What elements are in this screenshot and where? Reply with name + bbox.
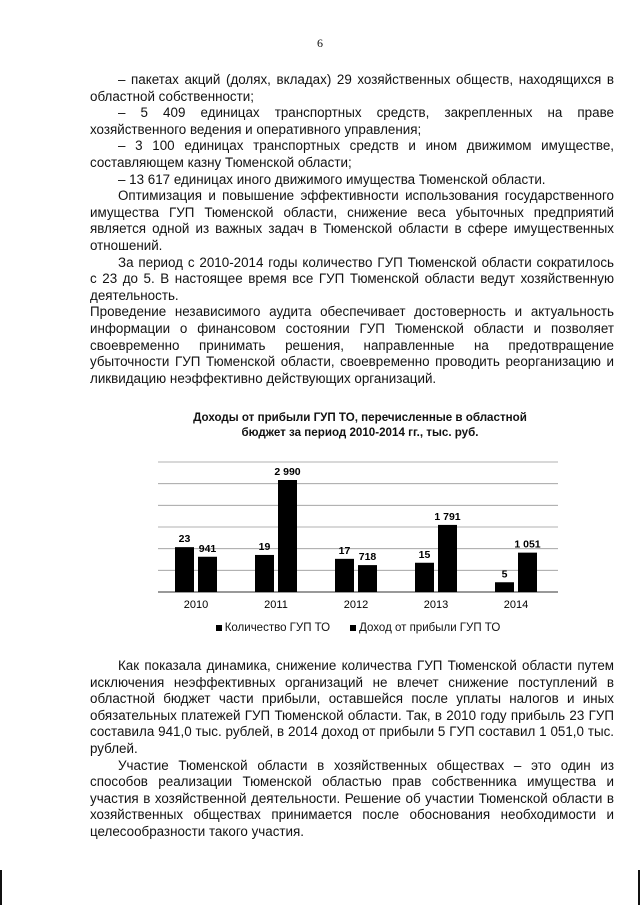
paragraph: Как показала динамика, снижение количества ГУП Тюменской области путем исключения неэффективных организаций не влечет снижение поступлений в областной бюджет части прибыли, оставшейся после уплаты налогов и иных обязательных платежей ГУП Тюменской области. Так, в 2010 году прибыль 23 ГУП составила 941,0 тыс. рублей, в 2014 доход от прибыли 5 ГУП составил 1 051,0 тыс. рублей. [90,658,614,756]
paragraph: – 3 100 единицах транспортных средств и ином движимом имуществе, составляющем казну Тюменской области; [90,138,614,170]
scan-edge-mark [0,870,2,905]
category-label: 2012 [343,599,369,611]
legend-item-count [216,622,330,634]
bar-income [198,557,217,592]
paragraph: – 5 409 единицах транспортных средств, закрепленных на праве хозяйственного ведения и оперативного управления; [90,105,614,137]
bar-count [495,582,514,592]
legend-swatch [350,625,356,631]
data-label-count: 17 [338,544,351,557]
legend-label: Количество ГУП ТО [224,622,331,634]
bar-count [175,547,194,592]
bar-income [438,525,457,592]
text-block-top [90,72,614,387]
text-block-bottom [90,658,614,841]
category-label: 2011 [264,599,288,611]
legend-item-income [350,622,500,634]
paragraph: Проведение независимого аудита обеспечивает достоверность и актуальность информации о финансовом состоянии ГУП Тюменской области и позволяет своевременно принимать решения, направленные на предотвращение убыточности ГУП Тюменской области, своевременно проводить реорганизацию и ликвидацию неэффективно действующих организаций. [90,304,614,386]
bar-chart [148,452,568,622]
data-label-income: 1 791 [434,510,461,523]
paragraph: За период с 2010-2014 годы количество ГУП Тюменской области сократилось с 23 до 5. В настоящее время все ГУП Тюменской области ведут хозяйственную деятельность. [90,254,614,303]
category-label: 2013 [423,599,449,611]
legend-swatch [216,625,222,631]
data-label-income: 1 051 [514,538,541,551]
data-label-count: 15 [418,548,431,561]
paragraph: Оптимизация и повышение эффективности использования государственного имущества ГУП Тюменской области, снижение веса убыточных предприятий является одной из важных задач в Тюменской области в сфере имущественных отношений. [90,188,614,253]
legend-label: Доход от прибыли ГУП ТО [359,622,501,634]
data-label-count: 19 [258,540,271,553]
chart-title: Доходы от прибыли ГУП ТО, перечисленные в областной бюджет за период 2010-2014 гг., тыс. руб. [193,411,527,439]
paragraph: – 13 617 единицах иного движимого имущества Тюменской области. [118,171,546,187]
chart-legend [148,622,568,634]
paragraph: Участие Тюменской области в хозяйственных обществах – это один из способов реализации Тюменской областью прав собственника имущества и участия в хозяйственной деятельности. Решение об участии Тюменской области в хозяйственных обществах принимается после обоснования необходимости и целесообразности такого участия. [90,757,614,839]
bar-count [415,563,434,592]
bar-count [255,555,274,592]
page-number: 6 [317,36,323,50]
data-label-income: 2 990 [274,466,301,478]
paragraph: – пакетах акций (долях, вкладах) 29 хозяйственных обществ, находящихся в областной собственности; [90,72,614,104]
data-label-income: 941 [198,542,217,555]
data-label-count: 5 [501,568,508,581]
category-label: 2014 [503,599,529,611]
bar-income [278,480,297,592]
data-label-income: 718 [358,551,377,564]
bar-income [358,565,377,592]
category-label: 2010 [183,599,209,611]
bar-count [335,559,354,592]
data-label-count: 23 [178,533,191,546]
bar-income [518,553,537,592]
